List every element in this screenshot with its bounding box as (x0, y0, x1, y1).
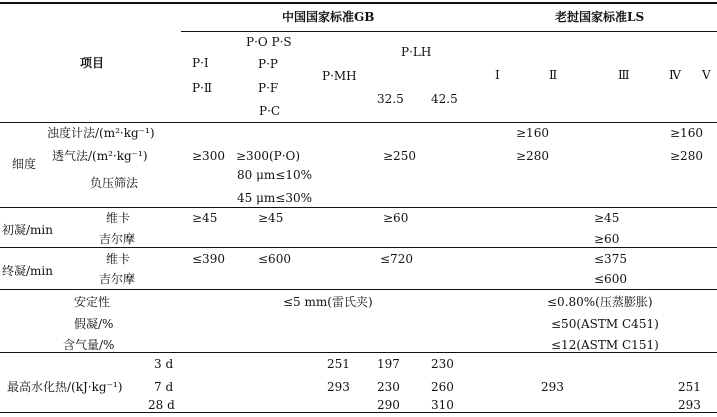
fineness-air-label: 透气法/(m²·kg⁻¹) (52, 149, 148, 163)
col-header-lh-32-5: 32.5 (377, 92, 404, 106)
col-header-p-f: P·F (258, 81, 279, 95)
heat-lh425-28d: 310 (431, 398, 454, 412)
soundness-ls: ≤0.80%(压蒸膨胀) (547, 295, 653, 309)
fineness-air-p: ≥300 (192, 149, 225, 163)
rule-misc-bottom (0, 352, 717, 353)
group-ls-header: 老挝国家标准LS (555, 10, 645, 24)
fineness-sieve-45: 45 μm≤30% (237, 191, 312, 205)
col-header-lh-42-5: 42.5 (431, 92, 458, 106)
final-vicat-p: ≤390 (192, 252, 225, 266)
final-gillmore-label: 吉尔摩 (99, 272, 136, 286)
initial-vicat-label: 维卡 (106, 211, 131, 225)
fineness-air-pop: ≥300(P·O) (236, 149, 301, 163)
heat-lh425-3d: 230 (431, 357, 454, 371)
fineness-wagner-ls-i: ≥160 (516, 126, 549, 140)
soundness-gb: ≤5 mm(雷氏夹) (283, 295, 373, 309)
air-content-label: 含气量/% (63, 338, 115, 352)
heat-label: 最高水化热/(kJ·kg⁻¹) (7, 380, 123, 394)
false-set-ls: ≤50(ASTM C451) (551, 317, 659, 331)
col-header-p-mh: P·MH (322, 69, 357, 83)
initial-vicat-ls: ≥45 (594, 211, 620, 225)
heat-lh325-28d: 290 (377, 398, 400, 412)
fineness-air-ls-i: ≥280 (516, 149, 549, 163)
heat-mh-7d: 293 (327, 380, 350, 394)
initial-gillmore-ls: ≥60 (594, 232, 620, 246)
fineness-label: 细度 (12, 157, 37, 171)
col-header-ls-v: Ⅴ (702, 68, 711, 82)
col-header-ls-i: Ⅰ (495, 68, 500, 82)
heat-lh425-7d: 260 (431, 380, 454, 394)
col-header-p-i: P·Ⅰ (192, 56, 209, 70)
heat-28d-label: 28 d (148, 398, 175, 412)
heat-7d-label: 7 d (154, 380, 174, 394)
heat-lh325-3d: 197 (377, 357, 400, 371)
initial-vicat-p: ≥45 (192, 211, 218, 225)
rule-top (0, 2, 717, 4)
col-header-p-c: P·C (259, 104, 281, 118)
final-vicat-label: 维卡 (106, 252, 131, 266)
rule-fineness-bottom (0, 207, 717, 208)
air-content-ls: ≤12(ASTM C151) (551, 338, 659, 352)
initial-vicat-lh: ≥60 (383, 211, 409, 225)
rule-final-bottom (0, 289, 717, 290)
col-header-p-o-p-s: P·O P·S (246, 35, 292, 49)
item-header: 项目 (80, 56, 105, 70)
col-header-ls-ii: Ⅱ (549, 68, 558, 82)
heat-ls-iv-3d: 251 (678, 380, 701, 394)
heat-mh-3d: 251 (327, 357, 350, 371)
final-vicat-ls: ≤375 (594, 252, 627, 266)
final-vicat-lh: ≤720 (380, 252, 413, 266)
rule-group-underline (181, 31, 717, 32)
fineness-sieve-80: 80 μm≤10% (237, 168, 312, 182)
initial-set-label: 初凝/min (2, 223, 53, 237)
final-set-label: 终凝/min (2, 264, 53, 278)
false-set-label: 假凝/% (74, 317, 114, 331)
col-header-ls-iv: Ⅳ (669, 68, 681, 82)
group-gb-header: 中国国家标准GB (282, 10, 375, 24)
initial-gillmore-label: 吉尔摩 (99, 232, 136, 246)
col-header-ls-iii: Ⅲ (618, 68, 630, 82)
rule-bottom (0, 412, 717, 413)
col-header-p-lh: P·LH (401, 45, 432, 59)
heat-ls-ii-7d: 293 (541, 380, 564, 394)
fineness-air-lh: ≥250 (383, 149, 416, 163)
fineness-sieve-label: 负压筛法 (90, 176, 139, 190)
final-gillmore-ls: ≤600 (594, 272, 627, 286)
final-vicat-pop: ≤600 (258, 252, 291, 266)
col-header-p-ii: P·Ⅱ (192, 81, 213, 95)
fineness-wagner-label: 浊度计法/(m²·kg⁻¹) (47, 126, 155, 140)
soundness-label: 安定性 (74, 295, 111, 309)
heat-lh325-7d: 230 (377, 380, 400, 394)
fineness-wagner-ls-v: ≥160 (670, 126, 703, 140)
rule-initial-bottom (0, 247, 717, 248)
heat-3d-label: 3 d (154, 357, 174, 371)
heat-ls-iv-7d: 293 (678, 398, 701, 412)
initial-vicat-pop: ≥45 (258, 211, 284, 225)
fineness-air-ls-v: ≥280 (670, 149, 703, 163)
col-header-p-p: P·P (258, 57, 278, 71)
rule-header-bottom (0, 122, 717, 123)
